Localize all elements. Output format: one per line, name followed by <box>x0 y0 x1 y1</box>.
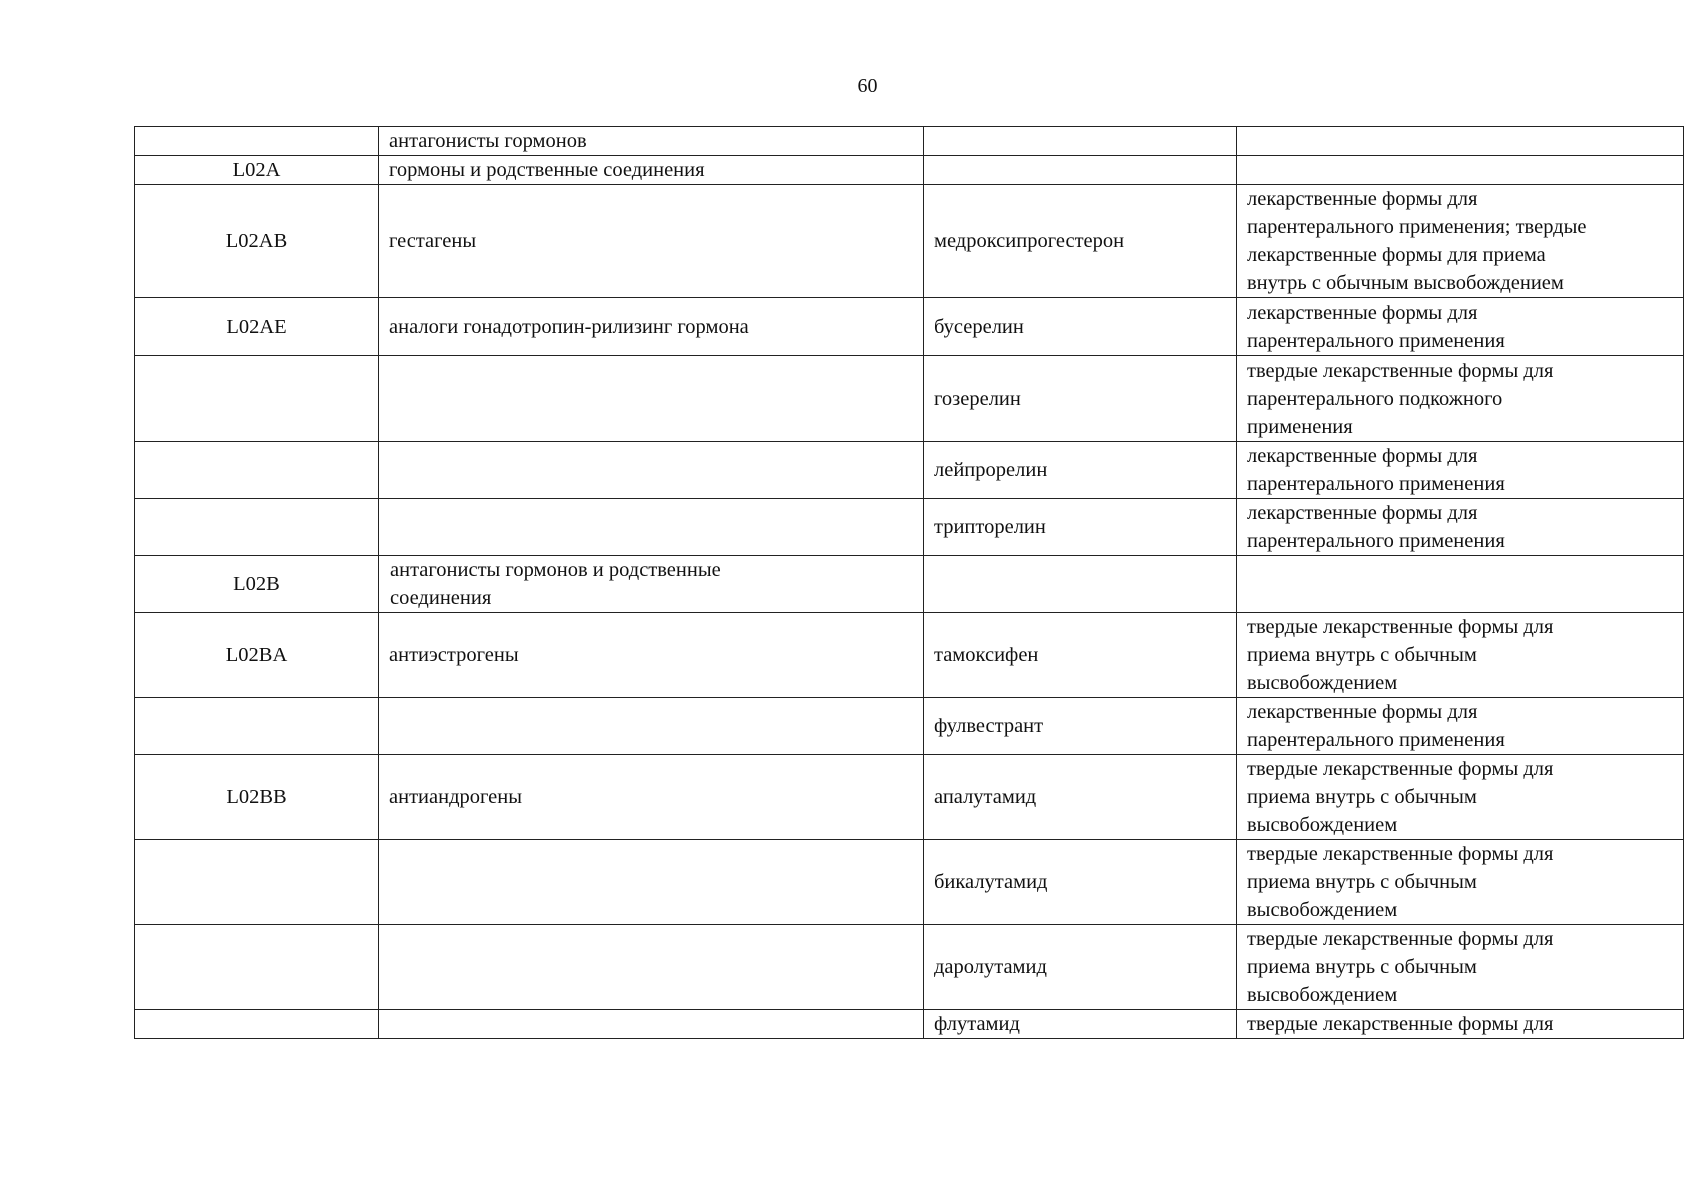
group-name-cell: антиэстрогены <box>379 613 924 698</box>
table-row <box>135 356 1684 442</box>
dosage-forms-cell: твердые лекарственные формы для <box>1237 1010 1684 1039</box>
dosage-forms-cell <box>1237 556 1684 613</box>
dosage-forms-cell <box>1237 156 1684 185</box>
dosage-forms-cell: лекарственные формы для парентерального применения <box>1237 499 1684 556</box>
dosage-forms-cell <box>1237 127 1684 156</box>
group-name-cell: гормоны и родственные соединения <box>379 156 924 185</box>
dosage-forms-cell: твердые лекарственные формы для парентерального подкожного применения <box>1237 356 1684 442</box>
atc-code-cell: L02BB <box>135 755 379 840</box>
atc-code-cell <box>135 356 379 442</box>
drug-name-cell <box>924 127 1237 156</box>
table-row <box>135 755 1684 840</box>
dosage-forms-cell: лекарственные формы для парентерального применения <box>1237 698 1684 755</box>
drug-name-cell: апалутамид <box>924 755 1237 840</box>
group-name-cell <box>379 499 924 556</box>
table-row <box>135 698 1684 755</box>
table-row <box>135 156 1684 185</box>
atc-code-cell: L02AB <box>135 185 379 298</box>
group-name-cell: гестагены <box>379 185 924 298</box>
table-row <box>135 442 1684 499</box>
dosage-forms-cell: лекарственные формы для парентерального применения; твердые лекарственные формы для приема внутрь с обычным высвобождением <box>1237 185 1684 298</box>
page-number: 60 <box>857 75 878 97</box>
group-name-cell <box>379 698 924 755</box>
dosage-forms-cell: твердые лекарственные формы для приема внутрь с обычным высвобождением <box>1237 613 1684 698</box>
dosage-forms-cell: лекарственные формы для парентерального применения <box>1237 442 1684 499</box>
atc-code-cell: L02BA <box>135 613 379 698</box>
table-row <box>135 613 1684 698</box>
drug-name-cell: бусерелин <box>924 298 1237 356</box>
group-name-cell <box>379 1010 924 1039</box>
table-row <box>135 127 1684 156</box>
dosage-forms-cell: лекарственные формы для парентерального применения <box>1237 298 1684 356</box>
table-body <box>135 127 1684 1039</box>
atc-code-cell <box>135 925 379 1010</box>
group-name-cell: антагонисты гормонов и родственные соединения <box>379 556 924 613</box>
atc-code-cell: L02B <box>135 556 379 613</box>
table-row <box>135 556 1684 613</box>
drug-name-cell <box>924 156 1237 185</box>
table-row <box>135 298 1684 356</box>
group-name-cell: антиандрогены <box>379 755 924 840</box>
table-row <box>135 185 1684 298</box>
drug-name-cell: тамоксифен <box>924 613 1237 698</box>
drug-name-cell: гозерелин <box>924 356 1237 442</box>
drug-name-cell: фулвестрант <box>924 698 1237 755</box>
atc-code-cell <box>135 1010 379 1039</box>
dosage-forms-cell: твердые лекарственные формы для приема внутрь с обычным высвобождением <box>1237 840 1684 925</box>
dosage-forms-cell: твердые лекарственные формы для приема внутрь с обычным высвобождением <box>1237 925 1684 1010</box>
drug-name-cell: флутамид <box>924 1010 1237 1039</box>
atc-code-cell: L02A <box>135 156 379 185</box>
group-name-cell <box>379 840 924 925</box>
group-name-cell <box>379 925 924 1010</box>
table-row <box>135 925 1684 1010</box>
drug-name-cell: бикалутамид <box>924 840 1237 925</box>
group-name-cell <box>379 356 924 442</box>
drug-name-cell <box>924 556 1237 613</box>
drug-name-cell: трипторелин <box>924 499 1237 556</box>
drug-name-cell: лейпрорелин <box>924 442 1237 499</box>
atc-code-cell <box>135 442 379 499</box>
drug-classification-table <box>134 126 1684 1039</box>
dosage-forms-cell: твердые лекарственные формы для приема внутрь с обычным высвобождением <box>1237 755 1684 840</box>
table-row <box>135 840 1684 925</box>
group-name-cell <box>379 442 924 499</box>
group-name-cell: антагонисты гормонов <box>379 127 924 156</box>
atc-code-cell <box>135 127 379 156</box>
table-row <box>135 499 1684 556</box>
drug-name-cell: даролутамид <box>924 925 1237 1010</box>
group-name-cell: аналоги гонадотропин-рилизинг гормона <box>379 298 924 356</box>
drug-name-cell: медроксипрогестерон <box>924 185 1237 298</box>
atc-code-cell <box>135 840 379 925</box>
atc-code-cell <box>135 499 379 556</box>
atc-code-cell <box>135 698 379 755</box>
table-row <box>135 1010 1684 1039</box>
atc-code-cell: L02AE <box>135 298 379 356</box>
